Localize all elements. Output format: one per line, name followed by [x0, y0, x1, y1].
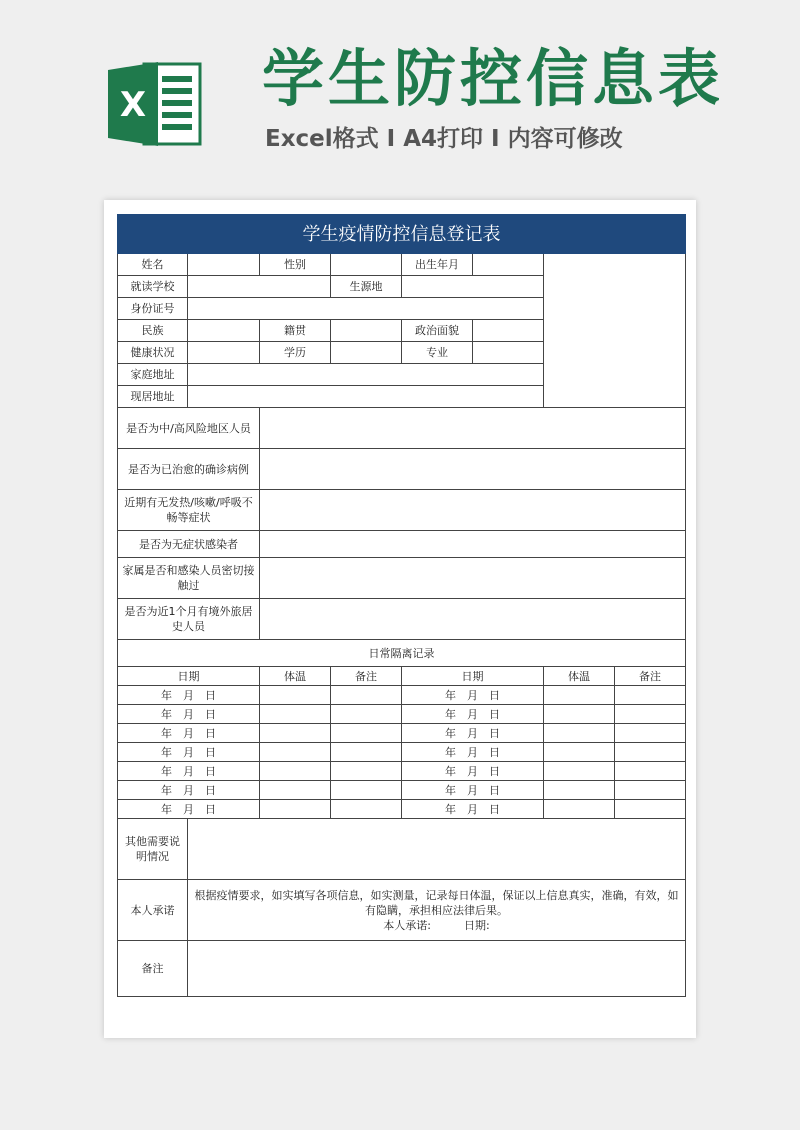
record-note-left[interactable] — [331, 686, 402, 705]
pledge-text: 根据疫情要求，如实填写各项信息，如实测量，记录每日体温，保证以上信息真实，准确，有效，如有隐瞒，承担相应法律后果。 — [194, 888, 679, 917]
page-subtitle: Excel格式 I A4打印 I 内容可修改 — [265, 126, 623, 152]
field-home-address[interactable] — [188, 364, 544, 386]
answer-family-contact[interactable] — [260, 558, 686, 599]
info-table — [117, 214, 686, 997]
label-native-place: 籍贯 — [260, 320, 331, 342]
col-date-right: 日期 — [402, 667, 544, 686]
question-recovered: 是否为已治愈的确诊病例 — [118, 449, 260, 490]
record-temp-left[interactable] — [260, 705, 331, 724]
record-temp-left[interactable] — [260, 762, 331, 781]
label-political: 政治面貌 — [402, 320, 473, 342]
answer-overseas[interactable] — [260, 599, 686, 640]
answer-asymptomatic[interactable] — [260, 531, 686, 558]
record-temp-right[interactable] — [544, 686, 615, 705]
record-date-left[interactable]: 年 月 日 — [118, 762, 260, 781]
record-date-left[interactable]: 年 月 日 — [118, 705, 260, 724]
record-date-left[interactable]: 年 月 日 — [118, 781, 260, 800]
question-overseas: 是否为近1个月有境外旅居史人员 — [118, 599, 260, 640]
record-row — [118, 781, 686, 800]
label-pledge: 本人承诺 — [118, 880, 188, 941]
record-note-right[interactable] — [615, 800, 686, 819]
field-ethnicity[interactable] — [188, 320, 260, 342]
label-health: 健康状况 — [118, 342, 188, 364]
record-date-right[interactable]: 年 月 日 — [402, 800, 544, 819]
record-date-right[interactable]: 年 月 日 — [402, 724, 544, 743]
label-current-address: 现居地址 — [118, 386, 188, 408]
question-symptoms: 近期有无发热/咳嗽/呼吸不畅等症状 — [118, 490, 260, 531]
record-row — [118, 686, 686, 705]
answer-symptoms[interactable] — [260, 490, 686, 531]
record-rows — [118, 686, 686, 819]
record-note-right[interactable] — [615, 743, 686, 762]
label-home-address: 家庭地址 — [118, 364, 188, 386]
record-date-right[interactable]: 年 月 日 — [402, 781, 544, 800]
label-education: 学历 — [260, 342, 331, 364]
record-date-left[interactable]: 年 月 日 — [118, 743, 260, 762]
record-date-left[interactable]: 年 月 日 — [118, 724, 260, 743]
record-date-left[interactable]: 年 月 日 — [118, 686, 260, 705]
label-school: 就读学校 — [118, 276, 188, 298]
field-major[interactable] — [473, 342, 544, 364]
record-date-right[interactable]: 年 月 日 — [402, 686, 544, 705]
field-native-place[interactable] — [331, 320, 402, 342]
col-temp-left: 体温 — [260, 667, 331, 686]
record-note-left[interactable] — [331, 781, 402, 800]
record-note-right[interactable] — [615, 686, 686, 705]
col-date-left: 日期 — [118, 667, 260, 686]
record-note-right[interactable] — [615, 724, 686, 743]
banner — [0, 0, 800, 190]
record-temp-left[interactable] — [260, 743, 331, 762]
record-row — [118, 724, 686, 743]
answer-risk-area[interactable] — [260, 408, 686, 449]
daily-record-title: 日常隔离记录 — [118, 640, 686, 667]
record-note-left[interactable] — [331, 705, 402, 724]
record-date-right[interactable]: 年 月 日 — [402, 762, 544, 781]
field-current-address[interactable] — [188, 386, 544, 408]
field-political[interactable] — [473, 320, 544, 342]
record-date-right[interactable]: 年 月 日 — [402, 743, 544, 762]
record-temp-right[interactable] — [544, 743, 615, 762]
pledge-box — [188, 880, 686, 941]
field-origin[interactable] — [402, 276, 544, 298]
col-temp-right: 体温 — [544, 667, 615, 686]
pledge-sign: 本人承诺: 日期: — [383, 918, 490, 932]
record-temp-left[interactable] — [260, 724, 331, 743]
col-note-right: 备注 — [615, 667, 686, 686]
field-birth[interactable] — [473, 254, 544, 276]
question-family-contact: 家属是否和感染人员密切接触过 — [118, 558, 260, 599]
record-row — [118, 743, 686, 762]
record-note-left[interactable] — [331, 762, 402, 781]
record-note-right[interactable] — [615, 781, 686, 800]
record-temp-left[interactable] — [260, 800, 331, 819]
answer-recovered[interactable] — [260, 449, 686, 490]
record-note-left[interactable] — [331, 743, 402, 762]
label-major: 专业 — [402, 342, 473, 364]
col-note-left: 备注 — [331, 667, 402, 686]
record-row — [118, 762, 686, 781]
record-note-right[interactable] — [615, 762, 686, 781]
record-temp-right[interactable] — [544, 724, 615, 743]
label-birth: 出生年月 — [402, 254, 473, 276]
record-temp-right[interactable] — [544, 705, 615, 724]
label-remarks: 备注 — [118, 941, 188, 997]
form-sheet — [104, 200, 696, 1038]
label-gender: 性别 — [260, 254, 331, 276]
record-temp-right[interactable] — [544, 781, 615, 800]
field-remarks[interactable] — [188, 941, 686, 997]
field-id-number[interactable] — [188, 298, 544, 320]
record-temp-right[interactable] — [544, 800, 615, 819]
record-note-left[interactable] — [331, 800, 402, 819]
label-id-number: 身份证号 — [118, 298, 188, 320]
record-row — [118, 800, 686, 819]
label-other: 其他需要说明情况 — [118, 819, 188, 880]
record-temp-right[interactable] — [544, 762, 615, 781]
record-note-right[interactable] — [615, 705, 686, 724]
record-date-right[interactable]: 年 月 日 — [402, 705, 544, 724]
excel-logo-icon — [104, 58, 204, 150]
record-date-left[interactable]: 年 月 日 — [118, 800, 260, 819]
record-note-left[interactable] — [331, 724, 402, 743]
field-gender[interactable] — [331, 254, 402, 276]
record-temp-left[interactable] — [260, 686, 331, 705]
question-risk-area: 是否为中/高风险地区人员 — [118, 408, 260, 449]
field-education[interactable] — [331, 342, 402, 364]
label-origin: 生源地 — [331, 276, 402, 298]
field-health[interactable] — [188, 342, 260, 364]
photo-box[interactable] — [544, 254, 686, 408]
label-name: 姓名 — [118, 254, 188, 276]
field-school[interactable] — [188, 276, 331, 298]
label-ethnicity: 民族 — [118, 320, 188, 342]
record-row — [118, 705, 686, 724]
field-name[interactable] — [188, 254, 260, 276]
logo-letter: X — [119, 85, 147, 125]
record-temp-left[interactable] — [260, 781, 331, 800]
page-title: 学生防控信息表 — [262, 42, 725, 115]
field-other[interactable] — [188, 819, 686, 880]
question-asymptomatic: 是否为无症状感染者 — [118, 531, 260, 558]
table-header: 学生疫情防控信息登记表 — [118, 215, 686, 254]
